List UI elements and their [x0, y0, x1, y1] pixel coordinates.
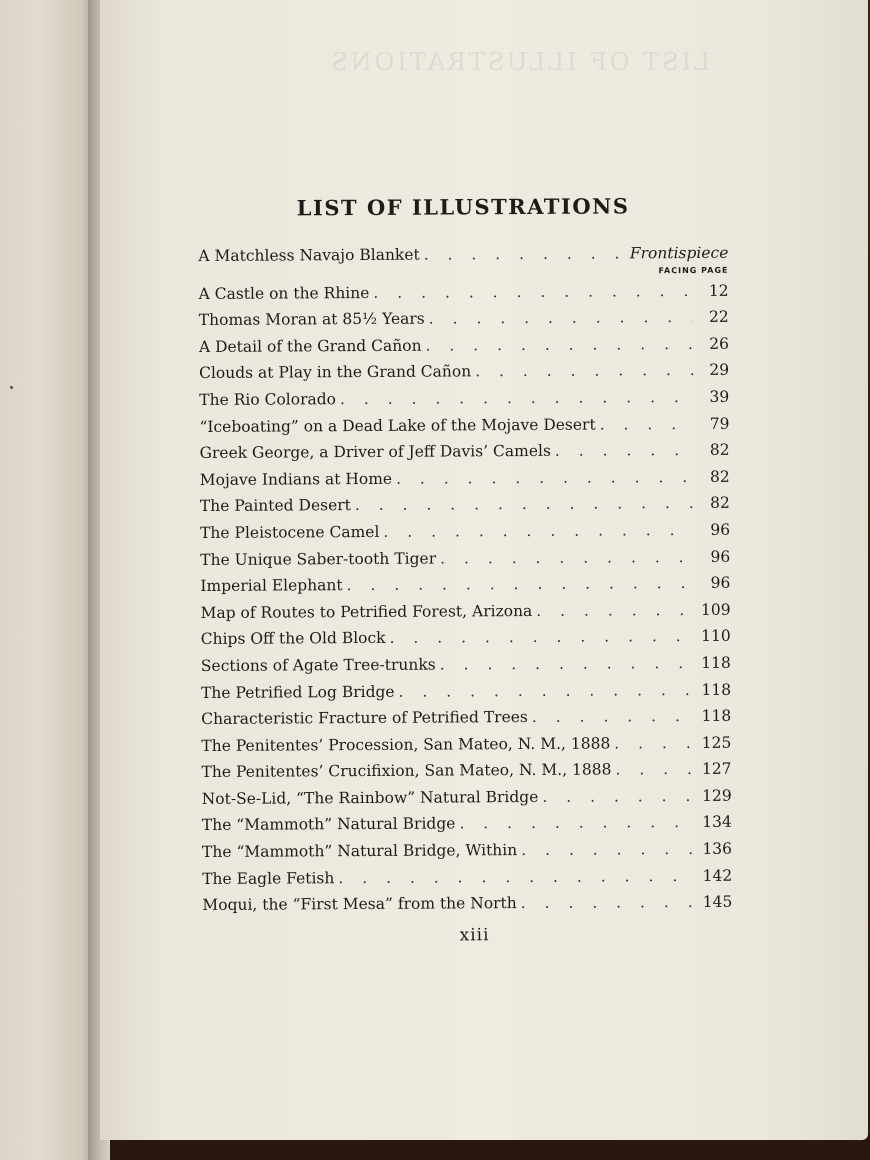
illustration-title: The Unique Saber-tooth Tiger — [200, 549, 437, 569]
page-number: 29 — [709, 361, 730, 380]
dot-leader — [420, 240, 624, 268]
list-item — [199, 331, 729, 361]
list-item — [200, 490, 730, 520]
dot-leader — [528, 703, 696, 731]
left-page — [0, 0, 96, 1160]
illustration-title: The Penitentes’ Procession, San Mateo, N. M., 1888 — [201, 734, 611, 755]
dot-leader — [436, 650, 695, 678]
dot-leader — [351, 490, 694, 519]
page-number: 79 — [709, 414, 730, 433]
page-number: 129 — [702, 786, 732, 805]
page-number: 82 — [710, 494, 730, 513]
illustration-title: The Eagle Fetish — [202, 868, 335, 888]
page-number: 96 — [710, 547, 731, 566]
page-number: 39 — [709, 387, 730, 406]
illustration-title: Sections of Agate Tree-trunks — [200, 655, 436, 675]
dot-leader — [596, 411, 694, 438]
page-number: 82 — [709, 440, 730, 460]
dot-leader — [343, 570, 695, 599]
ink-speck — [10, 386, 13, 389]
list-item — [199, 277, 729, 307]
page-number: 82 — [709, 467, 730, 486]
illustration-title: Thomas Moran at 85½ Years — [198, 309, 425, 330]
illustration-title: A Matchless Navajo Blanket — [198, 245, 420, 265]
page-number: 142 — [702, 866, 733, 885]
illustration-title: A Castle on the Rhine — [198, 283, 370, 303]
dot-leader — [471, 357, 693, 385]
illustration-title: Characteristic Fracture of Petrified Trees — [201, 708, 528, 729]
list-item — [201, 650, 731, 680]
list-item — [200, 543, 730, 573]
page-number: 136 — [702, 839, 733, 858]
illustration-title: The “Mammoth” Natural Bridge, Within — [201, 841, 518, 862]
page-number: 118 — [701, 653, 731, 672]
page-number: 12 — [708, 281, 729, 300]
page-number: 26 — [709, 334, 729, 353]
show-through-text: LIST OF ILLUSTRATIONS — [328, 48, 710, 76]
page-number: 127 — [701, 760, 732, 779]
illustration-title: Clouds at Play in the Grand Cañon — [199, 362, 472, 383]
list-item — [201, 676, 731, 706]
illustration-title: Mojave Indians at Home — [199, 469, 393, 489]
illustration-title: Map of Routes to Petrified Forest, Arizona — [200, 601, 533, 622]
page-number: 96 — [710, 573, 731, 593]
page-number: 22 — [708, 307, 729, 327]
page-number: 110 — [701, 627, 731, 646]
page-number: 109 — [700, 600, 731, 619]
dot-leader — [385, 623, 694, 651]
dot-leader — [421, 331, 693, 359]
list-item — [199, 384, 729, 414]
page-number: Frontispiece — [629, 243, 729, 263]
illustration-title: A Detail of the Grand Cañon — [198, 336, 422, 356]
dot-leader — [551, 437, 694, 464]
page-number: 118 — [701, 680, 732, 699]
facing-page-label: FACING PAGE — [658, 265, 729, 275]
illustration-title: Chips Off the Old Block — [200, 629, 386, 649]
illustration-title: The Pleistocene Camel — [200, 522, 380, 542]
page-number: 118 — [701, 706, 732, 726]
illustration-title: Imperial Elephant — [200, 576, 343, 596]
list-item — [202, 836, 732, 866]
dot-leader — [425, 304, 693, 332]
dot-leader — [369, 278, 692, 307]
illustration-title: The Penitentes’ Crucifixion, San Mateo, N. M., 1888 — [201, 760, 612, 782]
list-item — [201, 623, 731, 653]
dot-leader — [334, 863, 696, 892]
illustration-title: The Petrified Log Bridge — [200, 682, 395, 702]
page-number: 134 — [702, 813, 732, 832]
dot-leader — [336, 384, 693, 413]
list-item — [201, 703, 731, 733]
dot-leader — [517, 889, 697, 917]
list-item — [199, 437, 729, 467]
list-item — [201, 729, 731, 759]
page-number: 145 — [702, 892, 733, 912]
illustration-title: The Rio Colorado — [199, 390, 337, 409]
illustration-title: Not-Se-Lid, “The Rainbow” Natural Bridge — [201, 787, 539, 808]
dot-leader — [436, 544, 694, 572]
dot-leader — [394, 676, 695, 704]
illustration-title: “Iceboating” on a Dead Lake of the Mojave Desert — [199, 415, 596, 436]
page-folio: xiii — [459, 925, 490, 946]
list-item — [199, 357, 729, 387]
list-item — [199, 410, 729, 440]
dot-leader — [538, 783, 695, 811]
dot-leader — [379, 517, 694, 546]
illustration-title: The “Mammoth” Natural Bridge — [201, 814, 456, 835]
page-number: 125 — [701, 733, 732, 752]
page-number: 96 — [710, 520, 731, 539]
list-item — [198, 240, 728, 270]
dot-leader — [392, 464, 694, 492]
list-item — [202, 783, 732, 813]
page-title: LIST OF ILLUSTRATIONS — [296, 193, 630, 221]
list-item — [200, 596, 730, 626]
illustration-title: Moqui, the “First Mesa” from the North — [202, 894, 517, 915]
dot-leader — [610, 730, 695, 757]
dot-leader — [517, 836, 696, 864]
list-item — [200, 517, 730, 547]
illustration-title: The Painted Desert — [199, 496, 351, 516]
illustrations-list — [198, 192, 733, 955]
list-item — [200, 464, 730, 494]
list-item — [202, 889, 732, 919]
list-item — [200, 570, 730, 600]
list-item — [199, 304, 729, 334]
dot-leader — [611, 756, 695, 783]
dot-leader — [532, 597, 694, 625]
illustration-title: Greek George, a Driver of Jeff Davis’ Camels — [199, 442, 551, 463]
dot-leader — [455, 809, 696, 837]
list-item — [201, 756, 731, 786]
list-item — [202, 862, 732, 892]
list-item — [202, 809, 732, 839]
